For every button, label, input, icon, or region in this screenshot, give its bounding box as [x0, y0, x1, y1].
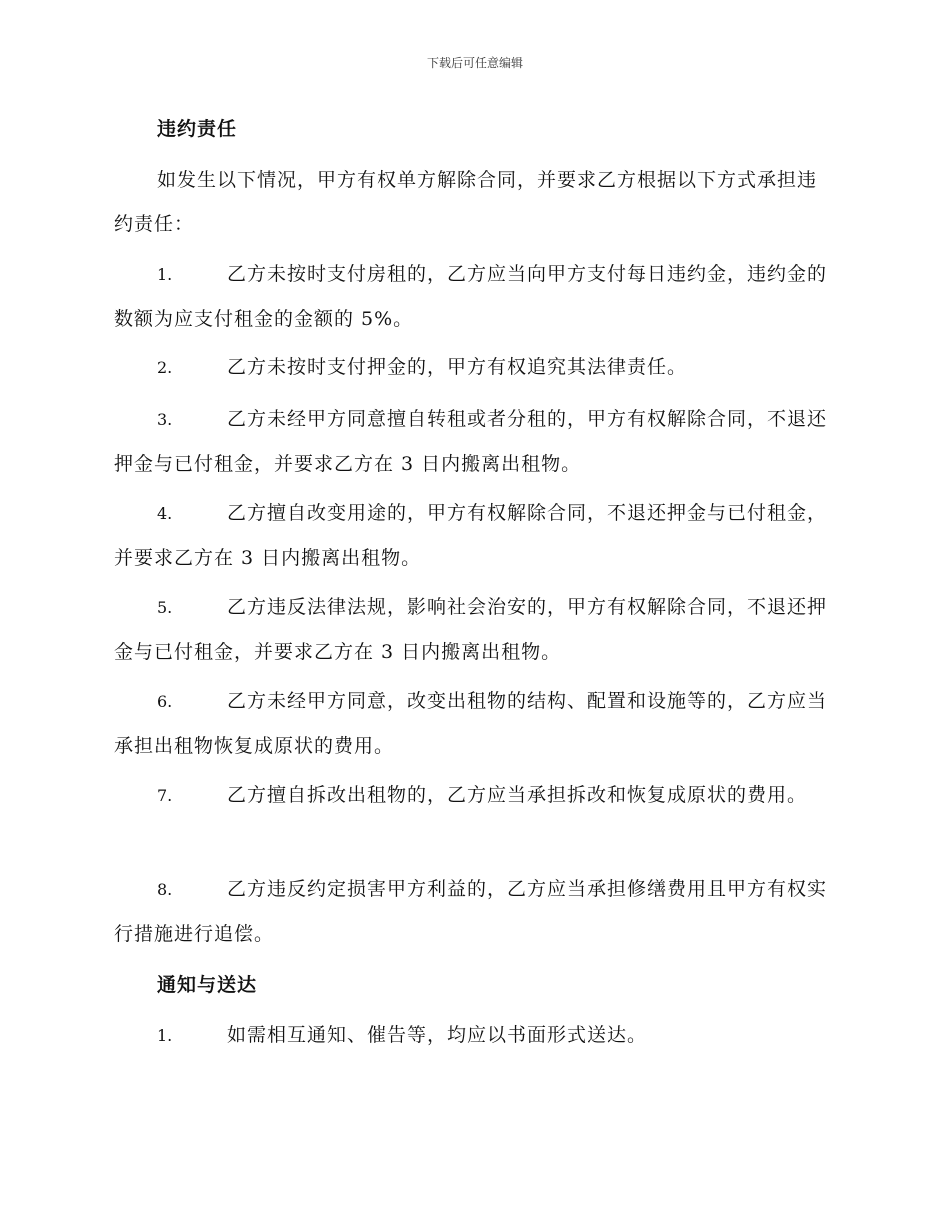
list-item-number: 5. — [157, 598, 173, 617]
section-title-notice: 通知与送达 — [157, 974, 258, 996]
list-item-number: 2. — [157, 358, 173, 377]
list-item — [114, 585, 834, 674]
section-intro — [114, 158, 834, 246]
list-item — [114, 773, 834, 818]
list-item-number: 7. — [157, 786, 173, 805]
list-item-number: 8. — [157, 880, 173, 899]
list-item — [114, 345, 834, 390]
list-item-number: 3. — [157, 410, 173, 429]
list-item — [114, 252, 834, 341]
section-intro-text: 如发生以下情况，甲方有权单方解除合同，并要求乙方根据以下方式承担违约责任： — [114, 169, 818, 235]
list-item — [114, 867, 834, 956]
list-item — [114, 397, 834, 486]
list-item-text: 乙方未经甲方同意擅自转租或者分租的，甲方有权解除合同，不退还押金与已付租金，并要求乙方在 3 日内搬离出租物。 — [114, 408, 828, 475]
list-item-text: 如需相互通知、催告等，均应以书面形式送达。 — [227, 1024, 648, 1046]
list-item-text: 乙方未按时支付房租的，乙方应当向甲方支付每日违约金，违约金的数额为应支付租金的金额的 5%。 — [114, 263, 828, 330]
list-item-number: 1. — [157, 1026, 173, 1045]
list-item-text: 乙方擅自拆改出租物的，乙方应当承担拆改和恢复成原状的费用。 — [227, 784, 808, 806]
section-title-breach: 违约责任 — [157, 118, 238, 140]
list-item-text: 乙方未经甲方同意，改变出租物的结构、配置和设施等的，乙方应当承担出租物恢复成原状的费用。 — [114, 690, 828, 757]
list-item-text: 乙方未按时支付押金的，甲方有权追究其法律责任。 — [227, 356, 688, 378]
list-item-number: 6. — [157, 692, 173, 711]
list-item — [114, 679, 834, 768]
list-item-text: 乙方违反法律法规，影响社会治安的，甲方有权解除合同，不退还押金与已付租金，并要求乙方在 3 日内搬离出租物。 — [114, 596, 828, 663]
list-item-text: 乙方擅自改变用途的，甲方有权解除合同，不退还押金与已付租金，并要求乙方在 3 日内搬离出租物。 — [114, 502, 828, 569]
list-item-text: 乙方违反约定损害甲方利益的，乙方应当承担修缮费用且甲方有权实行措施进行追偿。 — [114, 878, 828, 945]
list-item — [114, 1013, 834, 1058]
list-item-number: 4. — [157, 504, 173, 523]
page-header: 下载后可任意编辑 — [426, 56, 523, 70]
list-item — [114, 491, 834, 580]
list-item-number: 1. — [157, 265, 173, 284]
